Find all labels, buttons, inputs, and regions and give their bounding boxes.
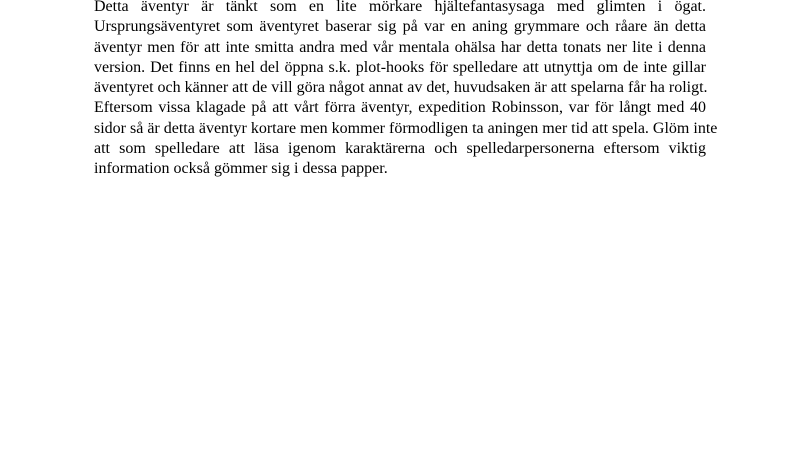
intro-paragraph: [94, 0, 718, 180]
paragraph-line: Eftersom vissa klagade på att vårt förra äventyr, expedition Robinsson, var för långt med 40: [94, 99, 706, 117]
paragraph-line: äventyr men för att inte smitta andra med vår mentala ohälsa har detta tonats ner lite i denna: [94, 38, 706, 56]
paragraph-line: Ursprungsäventyret som äventyret baserar sig på var en aning grymmare och råare än detta: [94, 18, 706, 36]
paragraph-line: sidor så är detta äventyr kortare men kommer förmodligen ta aningen mer tid att spela. Glöm inte: [94, 119, 718, 137]
paragraph-line: att som spelledare att läsa igenom karaktärerna och spelledarpersonerna eftersom viktig: [94, 140, 706, 158]
paragraph-line: version. Det finns en hel del öppna s.k. plot-hooks för spelledare att utnyttja om de inte gillar: [94, 58, 706, 76]
paragraph-line: information också gömmer sig i dessa papper.: [94, 160, 388, 178]
paragraph-line: äventyret och känner att de vill göra något annat av det, huvudsaken är att spelarna får ha roligt.: [94, 79, 708, 97]
paragraph-line: Detta äventyr är tänkt som en lite mörkare hjältefantasysaga med glimten i ögat.: [94, 0, 706, 15]
